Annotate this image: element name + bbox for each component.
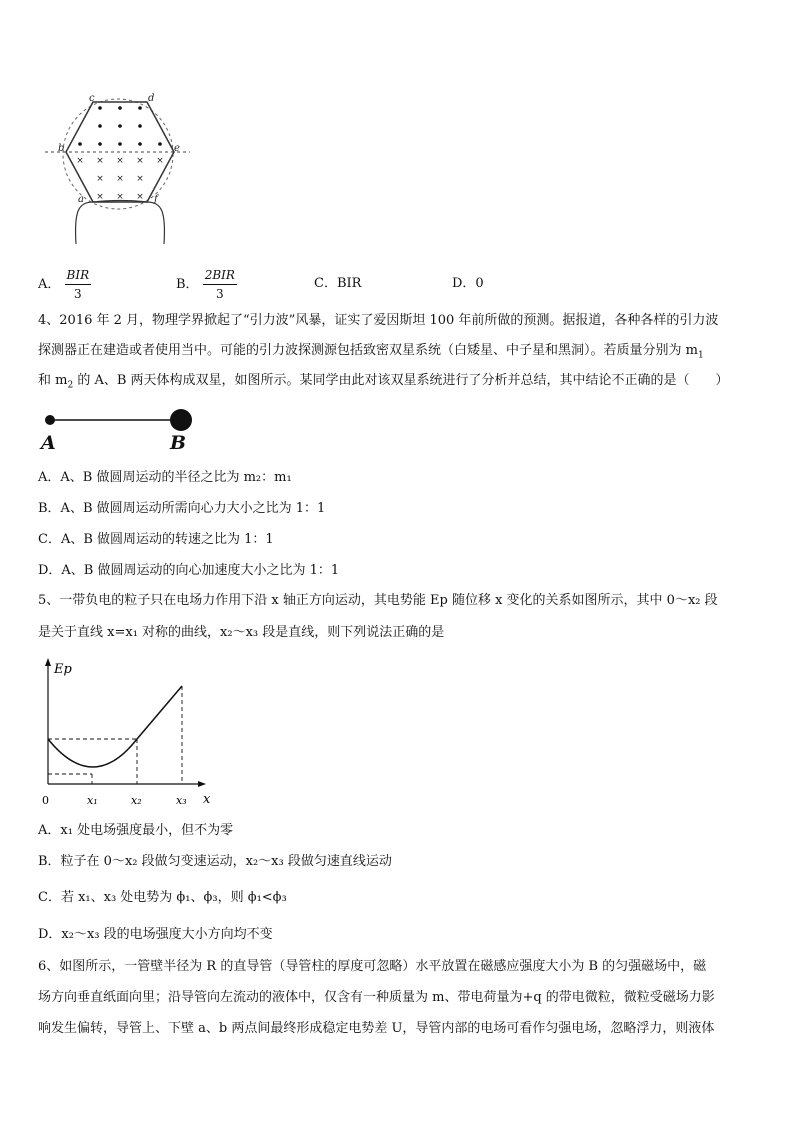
svg-text:×: × <box>116 174 124 184</box>
x-axis-arrow <box>198 781 206 787</box>
label-star-b: B <box>170 432 187 454</box>
svg-text:×: × <box>136 192 144 202</box>
svg-text:×: × <box>96 192 104 202</box>
label-a: a <box>78 194 84 205</box>
svg-text:×: × <box>96 174 104 184</box>
q6-text-line2: 场方向垂直纸面向里；沿导管向左流动的液体中，仅含有一种质量为 m、带电荷量为+q 的带电微粒，微粒受磁场力影 <box>38 990 715 1005</box>
star-a <box>45 415 55 425</box>
q5-option-d: D．x₂～x₃ 段的电场强度大小方向均不变 <box>38 927 273 942</box>
q4-option-c: C．A、B 做圆周运动的转速之比为 1：1 <box>38 532 274 547</box>
q3-option-b-fraction: $\frac{\text{2BIR}}{3}$ <box>204 268 235 301</box>
svg-text:×: × <box>136 174 144 184</box>
q5-option-c: C．若 x₁、x₃ 处电势为 ϕ₁、ϕ₃，则 ϕ₁<ϕ₃ <box>38 890 287 905</box>
ep-x-graph <box>30 655 220 811</box>
svg-text:×: × <box>156 156 164 166</box>
q4-option-a: A．A、B 做圆周运动的半径之比为 m₂：m₁ <box>38 470 292 485</box>
ep-curve <box>48 686 182 767</box>
label-star-a: A <box>41 432 56 454</box>
q5-option-a: A．x₁ 处电场强度最小，但不为零 <box>38 823 234 838</box>
q5-text-line1: 5、一带负电的粒子只在电场力作用下沿 x 轴正方向运动，其电势能 Ep 随位移 x 变化的关系如图所示，其中 0～x₂ 段 <box>38 593 718 608</box>
q4-text-line3: 和 $m_2$ 的 A、B 两天体构成双星，如图所示。某同学由此对该双星系统进行了分析并总结，其中结论不正确的是（ ） <box>38 373 729 391</box>
label-f: f <box>154 194 158 205</box>
q4-option-b: B．A、B 做圆周运动所需向心力大小之比为 1：1 <box>38 501 326 516</box>
label-e: e <box>174 143 180 154</box>
q4-text-line1: 4、2016 年 2 月，物理学界掀起了“引力波”风暴，证实了爱因斯坦 100 年前所做的预测。据报道，各种各样的引力波 <box>38 313 719 328</box>
graph-origin: 0 <box>42 794 49 807</box>
graph-ylabel: Ep <box>54 662 72 677</box>
svg-text:×: × <box>116 192 124 202</box>
svg-text:×: × <box>136 156 144 166</box>
q3-option-b: B． $\frac{\text{2BIR}}{3}$ <box>176 268 235 301</box>
svg-text:×: × <box>76 156 84 166</box>
q6-text-line3: 响发生偏转，导管上、下壁 a、b 两点间最终形成稳定电势差 U，导管内部的电场可看作匀强电场，忽略浮力，则液体 <box>38 1021 715 1036</box>
q4-option-d: D．A、B 做圆周运动的向心加速度大小之比为 1：1 <box>38 563 340 578</box>
q4-text-line2: 探测器正在建造或者使用当中。可能的引力波探测源包括致密双星系统（白矮星、中子星和黑洞）。若质量分别为 $m_1$ <box>38 343 704 361</box>
tick-x1: x₁ <box>87 794 98 807</box>
star-b <box>170 409 192 431</box>
q5-option-b: B．粒子在 0～x₂ 段做匀变速运动，x₂～x₃ 段做匀速直线运动 <box>38 854 392 869</box>
q3-option-a-fraction: $\frac{\text{BIR}}{3}$ <box>66 268 90 301</box>
tick-x2: x₂ <box>131 794 142 807</box>
y-axis-arrow <box>45 658 51 666</box>
q3-option-d: D．0 <box>452 276 484 291</box>
q3-option-c: C．BIR <box>314 276 362 291</box>
q3-option-a: A． $\frac{\text{BIR}}{3}$ <box>38 268 90 301</box>
q6-text-line1: 6、如图所示，一管壁半径为 R 的直导管（导管柱的厚度可忽略）水平放置在磁感应强度大小为 B 的匀强磁场中，磁 <box>38 959 707 974</box>
label-b: b <box>58 143 65 154</box>
svg-text:×: × <box>96 156 104 166</box>
svg-text:×: × <box>116 156 124 166</box>
hexagon-field-figure <box>40 92 190 252</box>
tick-x3: x₃ <box>176 794 187 807</box>
label-c: c <box>89 93 95 104</box>
q5-text-line2: 是关于直线 x=x₁ 对称的曲线，x₂～x₃ 段是直线，则下列说法正确的是 <box>38 625 445 640</box>
label-d: d <box>148 93 155 104</box>
graph-xlabel: x <box>203 792 211 807</box>
binary-star-figure <box>38 406 208 456</box>
